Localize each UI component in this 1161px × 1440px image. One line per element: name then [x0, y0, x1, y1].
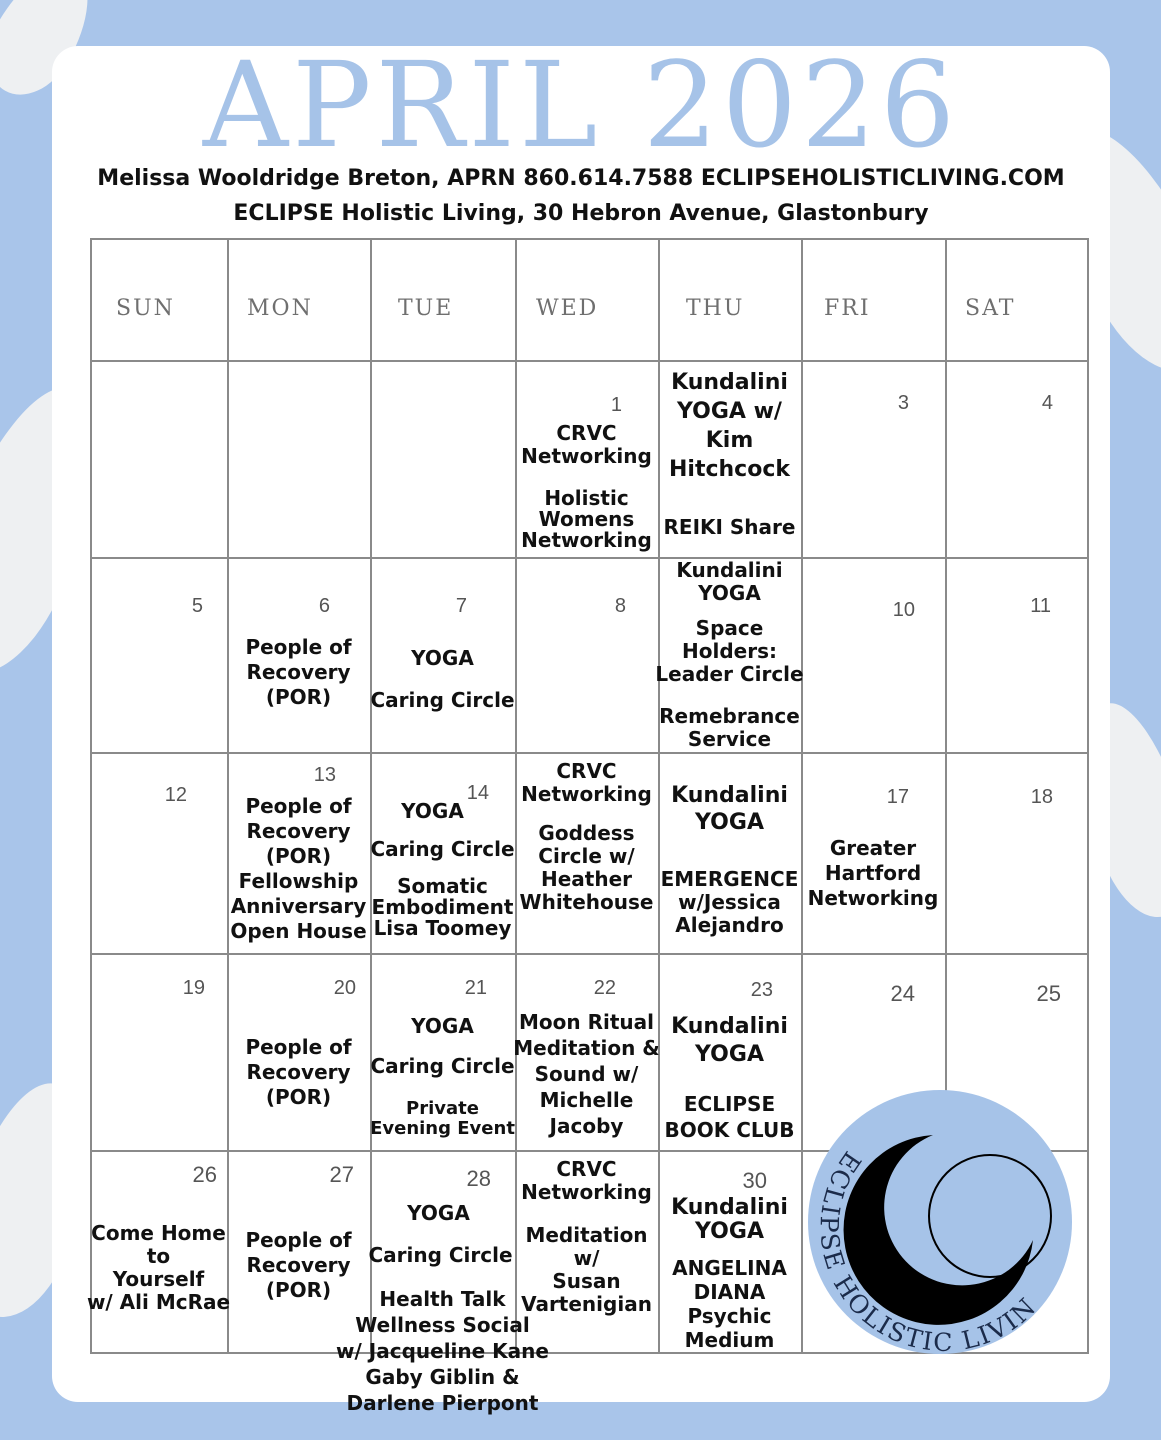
event: YOGA: [407, 1201, 470, 1225]
event: Kundalini YOGA: [676, 558, 783, 605]
event: Meditation w/ Susan Vartenigian: [521, 1223, 652, 1316]
grid-line: [90, 238, 1089, 240]
event: CRVC Networking: [521, 1157, 652, 1204]
day-number: 4: [1041, 392, 1053, 414]
event: People of Recovery (POR): [245, 1228, 352, 1302]
day-number: 7: [455, 595, 467, 617]
day-number: 28: [466, 1166, 491, 1191]
day-number: 19: [182, 977, 205, 999]
day-number: 8: [614, 595, 626, 617]
event: YOGA: [411, 1014, 474, 1038]
day-number: 10: [892, 599, 915, 621]
day-header-tue: TUE: [398, 296, 454, 321]
day-number: 23: [750, 979, 773, 1001]
logo-text: ECLIPSE HOLISTIC LIVIN: [814, 1146, 1043, 1354]
event: CRVC Networking: [521, 421, 652, 468]
day-cell: [90, 953, 227, 1150]
day-cell: [515, 752, 658, 953]
day-cell: [655, 557, 804, 752]
event: Come Home to Yourself w/ Ali McRae: [86, 1221, 231, 1314]
day-cell: [227, 557, 370, 752]
day-cell: [227, 752, 370, 953]
eclipse-logo: [808, 1090, 1072, 1354]
grid-line: [1087, 238, 1089, 1354]
day-cell: [945, 557, 1087, 752]
event: EMERGENCE w/Jessica Alejandro: [660, 867, 799, 937]
contact-line: Melissa Wooldridge Breton, APRN 860.614.7588 ECLIPSEHOLISTICLIVING.COM: [97, 166, 1065, 191]
day-number: 22: [593, 977, 616, 999]
day-number: 3: [897, 392, 909, 414]
event: Space Holders: Leader Circle: [655, 616, 804, 686]
day-cell: [90, 752, 227, 953]
day-cell: [658, 1150, 801, 1352]
day-number: 18: [1030, 786, 1053, 808]
day-cell: [515, 360, 658, 557]
day-number: 24: [890, 981, 915, 1006]
day-cell: [945, 360, 1087, 557]
day-cell: [801, 360, 945, 557]
event: ECLIPSE BOOK CLUB: [664, 1092, 795, 1142]
event: YOGA: [411, 646, 474, 670]
event: Caring Circle: [370, 1054, 515, 1078]
day-number: 21: [464, 977, 487, 999]
day-number: 6: [318, 595, 330, 617]
event: Caring Circle: [368, 1243, 513, 1267]
day-header-sat: SAT: [965, 296, 1016, 321]
day-number: 1: [610, 394, 622, 416]
event: Goddess Circle w/ Heather Whitehouse: [519, 821, 654, 914]
event: Kundalini YOGA: [671, 1014, 788, 1067]
event: REIKI Share: [663, 515, 796, 539]
event: Somatic Embodiment Lisa Toomey: [371, 874, 514, 940]
day-number: 13: [313, 764, 336, 786]
day-number: 5: [191, 595, 203, 617]
day-header-sun: SUN: [116, 296, 175, 321]
day-cell: [658, 752, 801, 953]
day-cell: [515, 953, 658, 1150]
day-number: 30: [742, 1168, 767, 1193]
event: People of Recovery (POR): [245, 635, 352, 709]
eclipse-moon-icon: [808, 1090, 1072, 1354]
day-cell: [370, 752, 515, 953]
day-number: 27: [329, 1162, 354, 1187]
event: Remebrance Service: [659, 704, 800, 751]
event: Kundalini YOGA: [671, 783, 788, 835]
day-number: 17: [886, 786, 909, 808]
day-cell: [227, 953, 370, 1150]
day-cell: [515, 557, 658, 752]
day-cell: [801, 557, 945, 752]
day-number: 26: [192, 1162, 217, 1187]
event: CRVC Networking: [521, 759, 652, 806]
event: Kundalini YOGA: [671, 1195, 788, 1244]
page-title: APRIL 2026: [202, 36, 960, 174]
event: Holistic Womens Networking: [521, 486, 652, 552]
day-cell: [658, 360, 801, 557]
event: Caring Circle: [370, 688, 515, 712]
event: Health Talk Wellness Social w/ Jacqueline Kane Gaby Giblin & Darlene Pierpont: [336, 1287, 549, 1415]
day-cell: [515, 1150, 658, 1352]
event: Private Evening Event: [370, 1098, 515, 1139]
day-number: 12: [164, 784, 187, 806]
day-cell: [370, 557, 515, 752]
event: YOGA: [401, 799, 464, 823]
day-cell: [90, 557, 227, 752]
day-cell: [370, 953, 515, 1150]
day-number: 20: [333, 977, 356, 999]
day-number: 14: [466, 782, 489, 804]
day-cell: [86, 1150, 231, 1352]
event: ANGELINA DIANA Psychic Medium: [672, 1256, 787, 1352]
day-cell: [801, 752, 945, 953]
day-header-wed: WED: [536, 296, 599, 321]
day-number: 11: [1030, 595, 1051, 617]
day-number: 25: [1036, 981, 1061, 1006]
event: Caring Circle: [370, 837, 515, 861]
day-header-thu: THU: [686, 296, 745, 321]
event: People of Recovery (POR) Fellowship Anniversary Open House: [230, 794, 367, 943]
day-cell: [945, 752, 1087, 953]
day-cell: [658, 953, 801, 1150]
event: Moon Ritual Meditation & Sound w/ Michelle Jacoby: [513, 1010, 660, 1138]
day-header-fri: FRI: [824, 296, 871, 321]
address-line: ECLIPSE Holistic Living, 30 Hebron Avenue, Glastonbury: [233, 201, 929, 226]
day-header-mon: MON: [247, 296, 313, 321]
event: Kundalini YOGA w/ Kim Hitchcock: [669, 370, 790, 482]
event: People of Recovery (POR): [245, 1035, 352, 1109]
event: Greater Hartford Networking: [807, 836, 939, 910]
